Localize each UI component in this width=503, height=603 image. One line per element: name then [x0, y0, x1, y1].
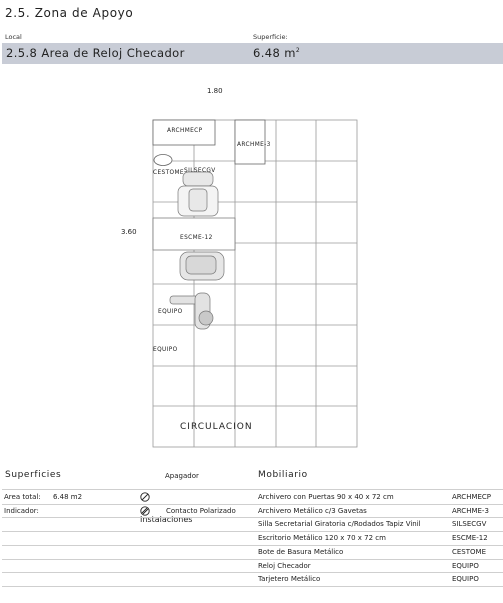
mobiliario-item-desc: Escritorio Metálico 120 x 70 x 72 cm — [258, 534, 386, 543]
mobiliario-item-code: CESTOME — [452, 547, 487, 556]
mobiliario-item-desc: Bote de Basura Metálico — [258, 547, 344, 556]
cestome-shape — [154, 155, 172, 166]
mobiliario-item-code: ESCME-12 — [452, 534, 488, 543]
legend-divider — [2, 489, 503, 490]
mobiliario-item-desc: Reloj Checador — [258, 561, 311, 570]
silsecgv-shape — [178, 172, 218, 216]
superficie-value: 6.48 $m^2$ — [253, 46, 301, 60]
instalaciones-label: Instalaciones — [140, 515, 193, 524]
row-divider — [2, 545, 503, 546]
mobiliario-item-code: EQUIPO — [452, 561, 479, 570]
local-label: Local — [5, 33, 22, 41]
label-archme3: ARCHME-3 — [237, 142, 271, 148]
row-divider — [2, 517, 503, 518]
mobiliario-item-code: ARCHMECP — [452, 493, 492, 501]
indicador-label: Indicador: — [4, 507, 39, 515]
row-divider — [2, 572, 503, 573]
label-circulacion: CIRCULACION — [180, 422, 253, 432]
area-total-value: 6.48 m2 — [53, 493, 83, 501]
superficie-label: Superficie: — [253, 33, 288, 41]
apagador-icon — [140, 492, 150, 502]
row-divider — [2, 586, 503, 587]
label-silsecgv: SILSECGV — [184, 168, 216, 174]
section-title: 2.5. Zona de Apoyo — [5, 6, 134, 20]
label-cestome: CESTOME — [153, 170, 184, 176]
width-dimension: 1.80 — [207, 87, 223, 95]
row-divider — [2, 531, 503, 532]
mobiliario-item-desc: Silla Secretarial Giratoria c/Rodados Tapiz Vinil — [258, 520, 421, 529]
area-total-label: Area total: — [4, 493, 41, 501]
superficies-title: Superficies — [5, 470, 62, 480]
escme12-chair-shape — [180, 252, 224, 280]
mobiliario-item-code: EQUIPO — [452, 575, 479, 584]
height-dimension: 3.60 — [121, 228, 137, 236]
floor-plan — [0, 80, 503, 455]
mobiliario-item-desc: Archivero Metálico c/3 Gavetas — [258, 506, 367, 515]
label-escme12: ESCME-12 — [180, 235, 213, 241]
mobiliario-title: Mobiliario — [258, 470, 308, 480]
row-divider — [2, 504, 503, 505]
label-archmecp: ARCHMECP — [167, 128, 203, 134]
row-divider — [2, 559, 503, 560]
local-value: 2.5.8 Area de Reloj Checador — [6, 46, 185, 60]
mobiliario-item-code: SILSECGV — [452, 520, 487, 529]
label-equipo-1: EQUIPO — [158, 309, 183, 315]
mobiliario-item-code: ARCHME-3 — [452, 506, 489, 515]
mobiliario-item-desc: Tarjetero Metálico — [258, 575, 321, 584]
apagador-title: Apagador — [165, 472, 199, 480]
label-equipo-2: EQUIPO — [153, 347, 178, 353]
escme12-shape — [153, 218, 235, 250]
contacto-polarizado-label: Contacto Polarizado — [166, 507, 236, 515]
mobiliario-item-desc: Archivero con Puertas 90 x 40 x 72 cm — [258, 493, 394, 501]
